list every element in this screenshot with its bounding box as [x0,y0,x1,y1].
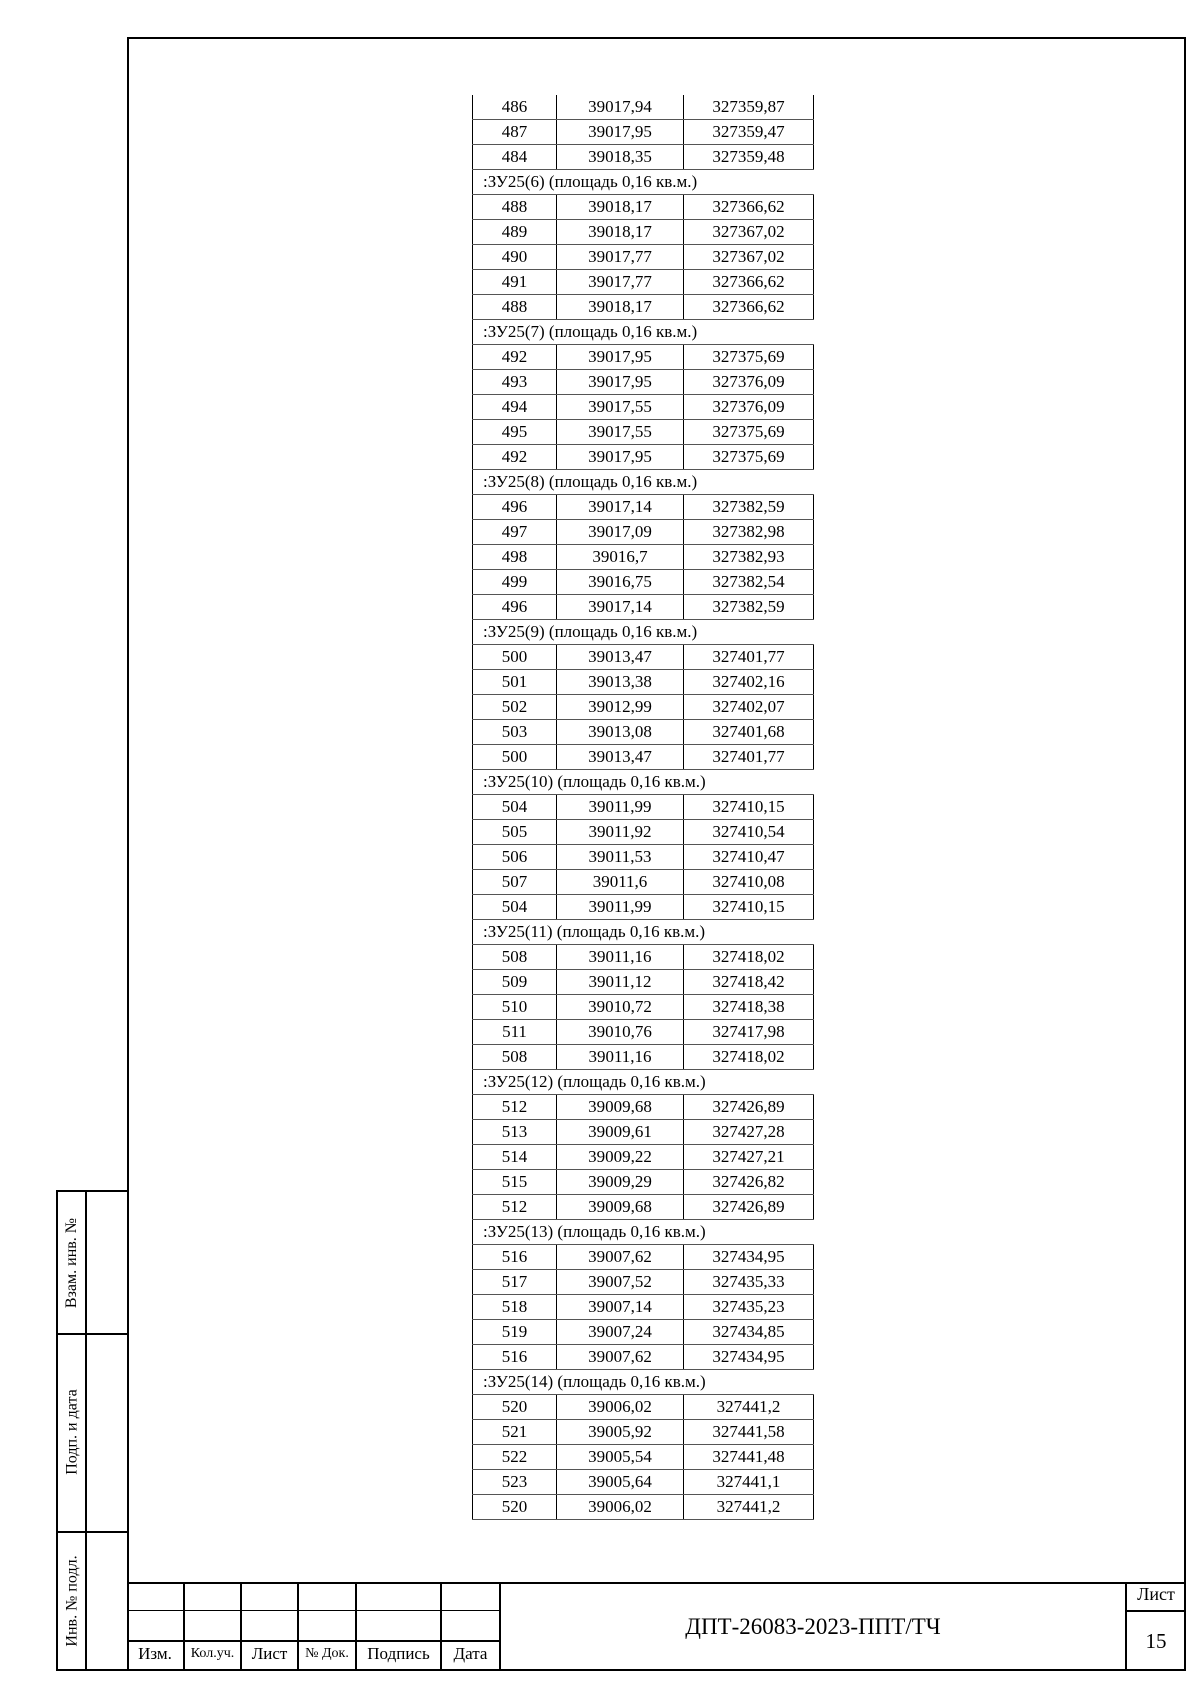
table-row [473,945,814,970]
y-coordinate-cell: 327426,89 [684,1195,814,1220]
x-coordinate-cell: 39017,14 [557,595,684,620]
table-row [473,95,814,120]
point-number-cell: 495 [473,420,557,445]
title-block [127,1582,1186,1671]
y-coordinate-cell: 327359,47 [684,120,814,145]
y-coordinate-cell: 327367,02 [684,245,814,270]
y-coordinate-cell: 327427,21 [684,1145,814,1170]
point-number-cell: 496 [473,495,557,520]
x-coordinate-cell: 39009,29 [557,1170,684,1195]
table-row [473,970,814,995]
y-coordinate-cell: 327401,68 [684,720,814,745]
table-row [473,845,814,870]
side-stamp [56,1190,129,1671]
y-coordinate-cell: 327359,87 [684,95,814,120]
y-coordinate-cell: 327434,85 [684,1320,814,1345]
table-row [473,1420,814,1445]
y-coordinate-cell: 327427,28 [684,1120,814,1145]
y-coordinate-cell: 327410,47 [684,845,814,870]
table-row [473,1045,814,1070]
section-header-row [473,1370,814,1395]
point-number-cell: 496 [473,595,557,620]
table-row [473,295,814,320]
table-row [473,820,814,845]
podpis-label: Подпись [367,1644,430,1663]
point-number-cell: 512 [473,1095,557,1120]
x-coordinate-cell: 39018,17 [557,295,684,320]
table-row [473,1020,814,1045]
section-header-label: :ЗУ25(7) (площадь 0,16 кв.м.) [473,320,814,345]
point-number-cell: 506 [473,845,557,870]
x-coordinate-cell: 39009,68 [557,1195,684,1220]
x-coordinate-cell: 39005,64 [557,1470,684,1495]
x-coordinate-cell: 39006,02 [557,1495,684,1520]
table-row [473,395,814,420]
table-row [473,570,814,595]
point-number-cell: 513 [473,1120,557,1145]
y-coordinate-cell: 327375,69 [684,420,814,445]
table-row [473,370,814,395]
y-coordinate-cell: 327441,2 [684,1395,814,1420]
point-number-cell: 516 [473,1345,557,1370]
point-number-cell: 515 [473,1170,557,1195]
x-coordinate-cell: 39013,47 [557,645,684,670]
x-coordinate-cell: 39011,99 [557,795,684,820]
x-coordinate-cell: 39013,47 [557,745,684,770]
x-coordinate-cell: 39017,94 [557,95,684,120]
y-coordinate-cell: 327441,1 [684,1470,814,1495]
point-number-cell: 505 [473,820,557,845]
point-number-cell: 523 [473,1470,557,1495]
table-row [473,545,814,570]
podp-data-label: Подп. и дата [63,1389,81,1475]
x-coordinate-cell: 39012,99 [557,695,684,720]
section-header-label: :ЗУ25(13) (площадь 0,16 кв.м.) [473,1220,814,1245]
table-row [473,1245,814,1270]
point-number-cell: 510 [473,995,557,1020]
point-number-cell: 507 [473,870,557,895]
n-dok-label: № Док. [305,1646,349,1661]
x-coordinate-cell: 39016,75 [557,570,684,595]
section-header-row [473,1070,814,1095]
kol-uch-label: Кол.уч. [190,1646,235,1661]
y-coordinate-cell: 327417,98 [684,1020,814,1045]
izm-label: Изм. [138,1644,172,1663]
y-coordinate-cell: 327375,69 [684,345,814,370]
point-number-cell: 491 [473,270,557,295]
y-coordinate-cell: 327382,59 [684,495,814,520]
table-row [473,445,814,470]
x-coordinate-cell: 39013,38 [557,670,684,695]
inv-podl-cell [58,1531,87,1671]
section-header-row [473,320,814,345]
point-number-cell: 501 [473,670,557,695]
section-header-label: :ЗУ25(8) (площадь 0,16 кв.м.) [473,470,814,495]
point-number-cell: 492 [473,345,557,370]
table-row [473,270,814,295]
y-coordinate-cell: 327402,16 [684,670,814,695]
y-coordinate-cell: 327435,23 [684,1295,814,1320]
point-number-cell: 522 [473,1445,557,1470]
table-row [473,595,814,620]
point-number-cell: 508 [473,1045,557,1070]
x-coordinate-cell: 39011,92 [557,820,684,845]
point-number-cell: 484 [473,145,557,170]
y-coordinate-cell: 327382,93 [684,545,814,570]
x-coordinate-cell: 39010,72 [557,995,684,1020]
table-row [473,1170,814,1195]
point-number-cell: 504 [473,795,557,820]
table-row [473,895,814,920]
y-coordinate-cell: 327418,42 [684,970,814,995]
x-coordinate-cell: 39009,22 [557,1145,684,1170]
table-row [473,720,814,745]
section-header-row [473,920,814,945]
x-coordinate-cell: 39011,53 [557,845,684,870]
y-coordinate-cell: 327426,89 [684,1095,814,1120]
y-coordinate-cell: 327441,48 [684,1445,814,1470]
point-number-cell: 492 [473,445,557,470]
y-coordinate-cell: 327410,15 [684,895,814,920]
point-number-cell: 494 [473,395,557,420]
table-row [473,120,814,145]
point-number-cell: 499 [473,570,557,595]
x-coordinate-cell: 39011,6 [557,870,684,895]
data-label: Дата [453,1644,488,1663]
x-coordinate-cell: 39017,55 [557,395,684,420]
point-number-cell: 486 [473,95,557,120]
table-row [473,1270,814,1295]
table-row [473,1095,814,1120]
x-coordinate-cell: 39007,14 [557,1295,684,1320]
y-coordinate-cell: 327410,08 [684,870,814,895]
document-code: ДПТ-26083-2023-ППТ/ТЧ [685,1613,941,1639]
y-coordinate-cell: 327426,82 [684,1170,814,1195]
point-number-cell: 503 [473,720,557,745]
table-row [473,795,814,820]
y-coordinate-cell: 327376,09 [684,370,814,395]
table-row [473,245,814,270]
y-coordinate-cell: 327382,98 [684,520,814,545]
y-coordinate-cell: 327418,02 [684,1045,814,1070]
table-row [473,520,814,545]
coordinates-table [472,95,814,1520]
table-row [473,870,814,895]
y-coordinate-cell: 327366,62 [684,295,814,320]
podp-data-cell [58,1333,87,1531]
y-coordinate-cell: 327401,77 [684,645,814,670]
y-coordinate-cell: 327382,54 [684,570,814,595]
x-coordinate-cell: 39017,95 [557,370,684,395]
y-coordinate-cell: 327441,58 [684,1420,814,1445]
inv-podl-label: Инв. № подл. [63,1555,81,1647]
y-coordinate-cell: 327382,59 [684,595,814,620]
section-header-row [473,770,814,795]
table-row [473,745,814,770]
x-coordinate-cell: 39011,99 [557,895,684,920]
x-coordinate-cell: 39017,77 [557,245,684,270]
y-coordinate-cell: 327401,77 [684,745,814,770]
point-number-cell: 502 [473,695,557,720]
y-coordinate-cell: 327434,95 [684,1345,814,1370]
section-header-label: :ЗУ25(12) (площадь 0,16 кв.м.) [473,1070,814,1095]
y-coordinate-cell: 327410,54 [684,820,814,845]
y-coordinate-cell: 327367,02 [684,220,814,245]
x-coordinate-cell: 39017,95 [557,120,684,145]
table-row [473,1470,814,1495]
point-number-cell: 490 [473,245,557,270]
section-header-row [473,470,814,495]
section-header-label: :ЗУ25(14) (площадь 0,16 кв.м.) [473,1370,814,1395]
table-row [473,1145,814,1170]
table-row [473,1495,814,1520]
y-coordinate-cell: 327441,2 [684,1495,814,1520]
table-row [473,1195,814,1220]
x-coordinate-cell: 39011,12 [557,970,684,995]
x-coordinate-cell: 39018,35 [557,145,684,170]
point-number-cell: 518 [473,1295,557,1320]
table-row [473,670,814,695]
point-number-cell: 489 [473,220,557,245]
x-coordinate-cell: 39011,16 [557,945,684,970]
point-number-cell: 488 [473,195,557,220]
y-coordinate-cell: 327376,09 [684,395,814,420]
vzam-inv-cell [58,1192,87,1333]
point-number-cell: 500 [473,745,557,770]
point-number-cell: 498 [473,545,557,570]
table-row [473,1120,814,1145]
x-coordinate-cell: 39017,95 [557,345,684,370]
x-coordinate-cell: 39007,62 [557,1245,684,1270]
point-number-cell: 512 [473,1195,557,1220]
y-coordinate-cell: 327418,38 [684,995,814,1020]
list-label: Лист [251,1644,288,1663]
x-coordinate-cell: 39017,09 [557,520,684,545]
sheet-number: 15 [1145,1629,1167,1653]
point-number-cell: 493 [473,370,557,395]
section-header-row [473,170,814,195]
x-coordinate-cell: 39011,16 [557,1045,684,1070]
table-row [473,195,814,220]
x-coordinate-cell: 39007,62 [557,1345,684,1370]
table-row [473,695,814,720]
point-number-cell: 504 [473,895,557,920]
x-coordinate-cell: 39006,02 [557,1395,684,1420]
point-number-cell: 514 [473,1145,557,1170]
section-header-row [473,1220,814,1245]
point-number-cell: 487 [473,120,557,145]
y-coordinate-cell: 327359,48 [684,145,814,170]
x-coordinate-cell: 39009,68 [557,1095,684,1120]
x-coordinate-cell: 39016,7 [557,545,684,570]
table-row [473,995,814,1020]
table-row [473,345,814,370]
x-coordinate-cell: 39018,17 [557,220,684,245]
table-row [473,645,814,670]
table-row [473,1345,814,1370]
x-coordinate-cell: 39017,14 [557,495,684,520]
y-coordinate-cell: 327434,95 [684,1245,814,1270]
point-number-cell: 511 [473,1020,557,1045]
vzam-inv-label: Взам. инв. № [63,1217,81,1308]
y-coordinate-cell: 327410,15 [684,795,814,820]
y-coordinate-cell: 327366,62 [684,270,814,295]
point-number-cell: 521 [473,1420,557,1445]
x-coordinate-cell: 39007,24 [557,1320,684,1345]
table-row [473,1445,814,1470]
x-coordinate-cell: 39005,92 [557,1420,684,1445]
x-coordinate-cell: 39018,17 [557,195,684,220]
section-header-label: :ЗУ25(10) (площадь 0,16 кв.м.) [473,770,814,795]
table-row [473,145,814,170]
section-header-label: :ЗУ25(11) (площадь 0,16 кв.м.) [473,920,814,945]
table-row [473,220,814,245]
point-number-cell: 500 [473,645,557,670]
x-coordinate-cell: 39013,08 [557,720,684,745]
y-coordinate-cell: 327375,69 [684,445,814,470]
table-row [473,1295,814,1320]
table-row [473,420,814,445]
sheet-label: Лист [1137,1584,1175,1604]
point-number-cell: 516 [473,1245,557,1270]
table-row [473,1320,814,1345]
y-coordinate-cell: 327418,02 [684,945,814,970]
point-number-cell: 497 [473,520,557,545]
coordinates-table-body [473,95,814,1520]
section-header-label: :ЗУ25(6) (площадь 0,16 кв.м.) [473,170,814,195]
y-coordinate-cell: 327366,62 [684,195,814,220]
point-number-cell: 509 [473,970,557,995]
point-number-cell: 520 [473,1395,557,1420]
x-coordinate-cell: 39009,61 [557,1120,684,1145]
x-coordinate-cell: 39017,55 [557,420,684,445]
x-coordinate-cell: 39017,95 [557,445,684,470]
point-number-cell: 520 [473,1495,557,1520]
x-coordinate-cell: 39005,54 [557,1445,684,1470]
section-header-row [473,620,814,645]
point-number-cell: 488 [473,295,557,320]
point-number-cell: 508 [473,945,557,970]
section-header-label: :ЗУ25(9) (площадь 0,16 кв.м.) [473,620,814,645]
y-coordinate-cell: 327435,33 [684,1270,814,1295]
x-coordinate-cell: 39010,76 [557,1020,684,1045]
y-coordinate-cell: 327402,07 [684,695,814,720]
point-number-cell: 519 [473,1320,557,1345]
table-row [473,495,814,520]
table-row [473,1395,814,1420]
point-number-cell: 517 [473,1270,557,1295]
x-coordinate-cell: 39017,77 [557,270,684,295]
x-coordinate-cell: 39007,52 [557,1270,684,1295]
